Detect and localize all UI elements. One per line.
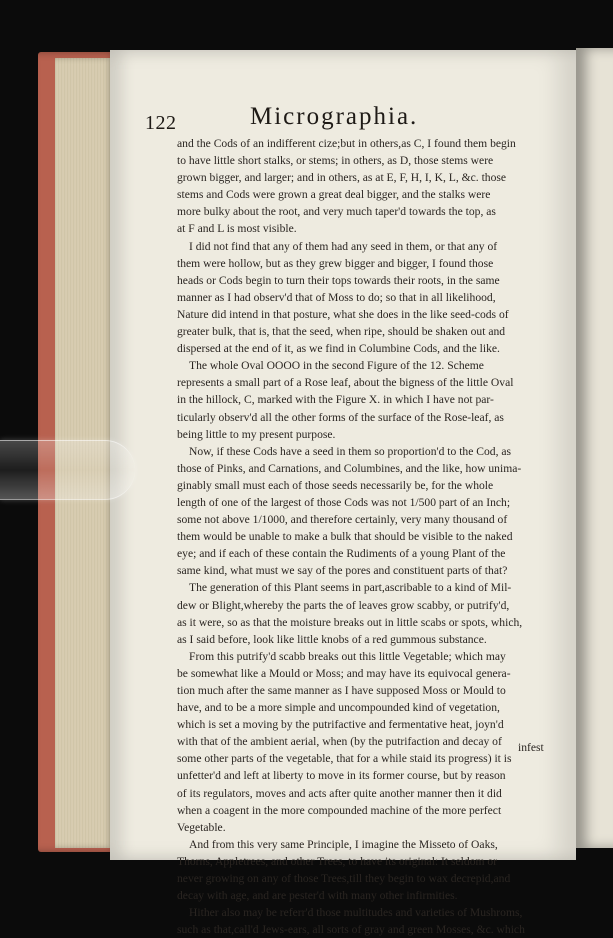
text-line: those of Pinks, and Carnations, and Columbines, and the like, how unima- (177, 461, 522, 475)
text-line: The whole Oval OOOO in the second Figure of the 12. Scheme (189, 359, 484, 373)
text-line: unfetter'd and left at liberty to move in its former course, but by reason (177, 769, 506, 783)
text-line: of its regulators, moves and acts after quite another manner then it did (177, 786, 502, 800)
text-line: to have little short stalks, or stems; in others, as D, those stems were (177, 154, 494, 168)
text-line: tion much after the same manner as I have supposed Moss or Mould to (177, 684, 506, 697)
text-line: dispersed at the end of it, as we find in Columbine Cods, and the like. (177, 342, 500, 356)
text-line: And from this very same Principle, I imagine the Misseto of Oaks, (189, 837, 498, 851)
text-line: grown bigger, and larger; and in others, as at E, F, H, I, K, L, &c. those (177, 171, 507, 185)
text-line: length of one of the largest of those Cods was not 1/500 part of an Inch; (177, 495, 511, 509)
text-line: at F and L is most visible. (177, 222, 297, 236)
text-line: and the Cods of an indifferent cize;but in others,as C, I found them begin (177, 137, 516, 150)
text-line: some other parts of the vegetable, that for a while staid its progress) it is (177, 752, 512, 766)
text-line: Hither also may be referr'd those multitudes and varieties of Mushroms, (189, 906, 523, 920)
text-line: I did not find that any of them had any seed in them, or that any of (189, 239, 498, 253)
text-line: with that of the ambient aerial, when (by the putrifaction and decay of (177, 735, 502, 749)
page-body-text (177, 135, 542, 938)
catchword: infest (518, 741, 544, 754)
text-line: The generation of this Plant seems in part,ascribable to a kind of Mil- (189, 581, 512, 595)
text-line: them would be unable to make a bulk that should be visible to the naked (177, 530, 513, 544)
text-line: as it were, so as that the moisture breaks out in little scabs or spots, which, (177, 615, 523, 629)
page-holder-clip (0, 440, 135, 500)
text-line: greater bulk, that is, that the seed, when ripe, should be shaken out and (177, 325, 506, 339)
text-line: Vegetable. (177, 820, 226, 834)
text-line: dew or Blight,whereby the parts the of leaves grow scabby, or putrify'd, (177, 598, 510, 612)
text-line: which is set a moving by the putrifactive and fermentative heat, joyn'd (177, 718, 504, 732)
text-line: heads or Cods begin to turn their tops towards their roots, in the same (177, 273, 500, 287)
text-line: ginably small must each of those seeds necessarily be, for the whole (177, 478, 494, 492)
page-number: 122 (145, 112, 177, 134)
text-line: Now, if these Cods have a seed in them so proportion'd to the Cod, as (189, 444, 512, 458)
text-line: such as that,call'd Jews-ears, all sorts of gray and green Mosses, &c. which (177, 923, 525, 937)
text-line: same kind, what must we say of the pores and constituent parts of that? (177, 564, 508, 578)
text-line: decay with age, and are pester'd with many other infirmities. (177, 889, 458, 903)
text-line: in the hillock, C, marked with the Figure X. in which I have not par- (177, 393, 494, 407)
text-line: never growing on any of those Trees,till they begin to wax decrepid,and (177, 872, 511, 886)
text-line: ticularly observ'd all the other forms of the surface of the Rose-leaf, as (177, 410, 504, 424)
text-line: manner as I had observ'd that of Moss to do; so that in all likelihood, (177, 290, 496, 304)
text-line: them were hollow, but as they grew bigger and bigger, I found those (177, 256, 494, 270)
text-line: being little to my present purpose. (177, 427, 336, 441)
text-line: Nature did intend in that posture, what she does in the like seed-cods of (177, 307, 509, 321)
text-line: as I said before, look like little knobs of a red gummous substance. (177, 632, 487, 646)
text-line: stems and Cods were grown a great deal bigger, and the stalks were (177, 188, 491, 202)
running-head: Micrographia. (250, 103, 419, 130)
text-line: have, and to be a more simple and uncompounded kind of vegetation, (177, 701, 500, 715)
text-line: some not above 1/1000, and therefore certainly, very many thousand of (177, 513, 508, 527)
text-line: From this putrify'd scabb breaks out this little Vegetable; which may (189, 649, 506, 663)
facing-page-edge (576, 48, 613, 848)
text-line: eye; and if each of these contain the Rudiments of a young Plant of the (177, 547, 506, 561)
text-line: more bulky about the root, and very much taper'd towards the top, as (177, 205, 496, 219)
text-line: represents a small part of a Rose leaf, about the bigness of the little Oval (177, 376, 514, 390)
text-line: be somewhat like a Mould or Moss; and may have its equivocal genera- (177, 666, 511, 680)
text-line: when a coagent in the more compounded machine of the more perfect (177, 803, 502, 817)
text-line: Thorns, Appletrees, and other Trees, to have its original: It seldom or (177, 854, 498, 868)
